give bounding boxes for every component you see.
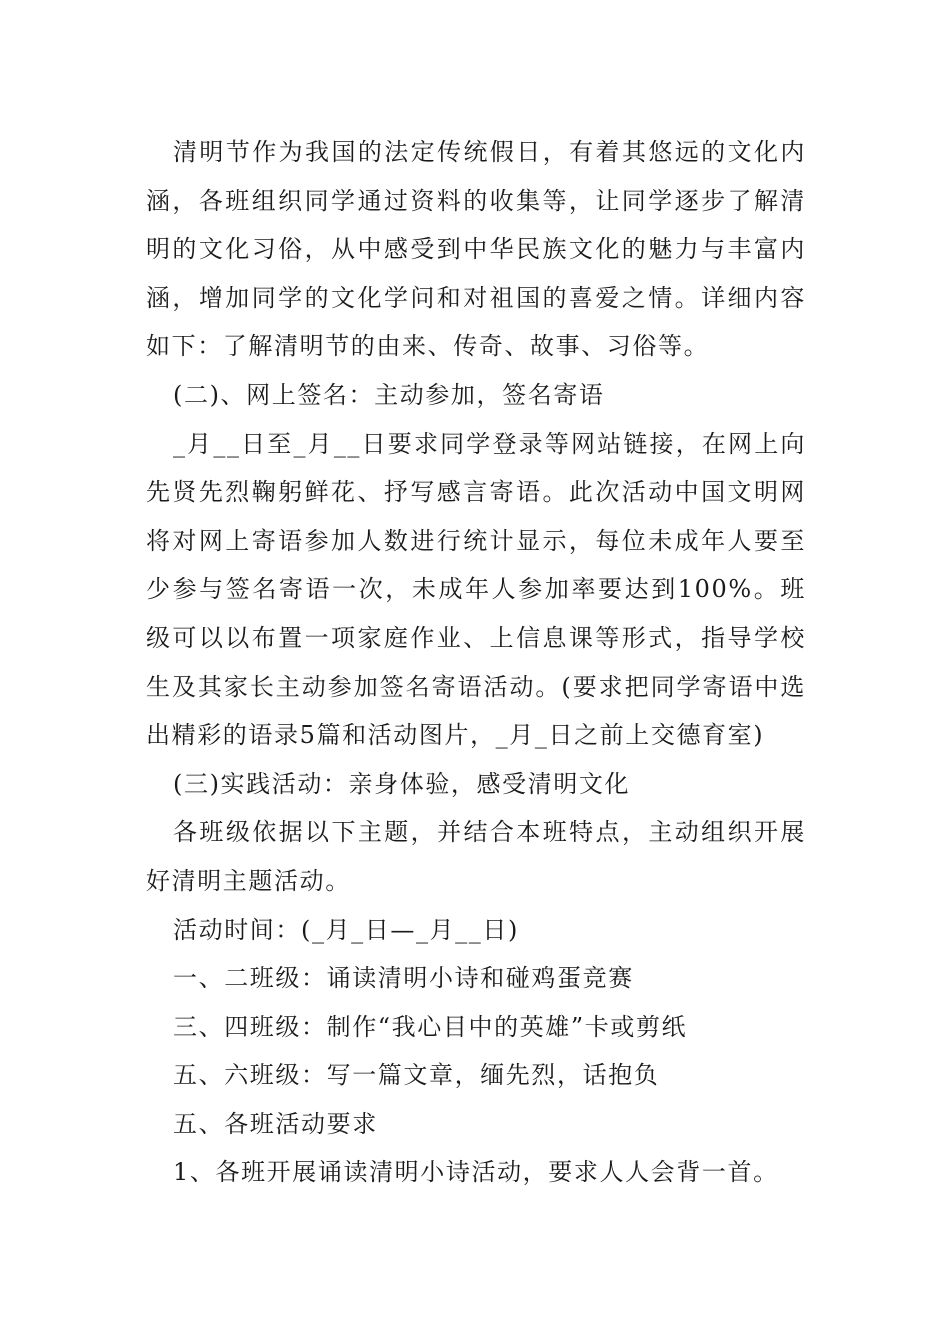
paragraph-online-signature: _月__日至_月__日要求同学登录等网站链接，在网上向先贤先烈鞠躬鲜花、抒写感言寄语。此次活动中国文明网将对网上寄语参加人数进行统计显示，每位未成年人要至少参与签名寄语一次，未成年人参加率要达到100%。班级可以以布置一项家庭作业、上信息课等形式，指导学校生及其家长主动参加签名寄语活动。(要求把同学寄语中选出精彩的语录5篇和活动图片，_月_日之前上交德育室)	[146, 429, 806, 750]
list-item-grades-3-4: 三、四班级：制作“我心目中的英雄”卡或剪纸	[173, 1012, 688, 1041]
section-heading-practice-activities: (三)实践活动：亲身体验，感受清明文化	[173, 769, 631, 798]
section-heading-online-signature: (二)、网上签名：主动参加，签名寄语	[173, 380, 605, 409]
section-heading-activity-requirements: 五、各班活动要求	[173, 1109, 378, 1138]
document-page	[146, 128, 806, 1197]
activity-time: 活动时间：(_月_日—_月__日)	[173, 915, 519, 944]
paragraph-practice-activities: 各班级依据以下主题，并结合本班特点，主动组织开展好清明主题活动。	[146, 818, 806, 895]
requirement-item-1: 1、各班开展诵读清明小诗活动，要求人人会背一首。	[173, 1158, 779, 1187]
paragraph-introduction: 清明节作为我国的法定传统假日，有着其悠远的文化内涵，各班组织同学通过资料的收集等，让同学逐步了解清明的文化习俗，从中感受到中华民族文化的魅力与丰富内涵，增加同学的文化学问和对祖国的喜爱之情。详细内容如下：了解清明节的由来、传奇、故事、习俗等。	[146, 138, 806, 361]
list-item-grades-1-2: 一、二班级：诵读清明小诗和碰鸡蛋竞赛	[173, 964, 634, 993]
list-item-grades-5-6: 五、六班级：写一篇文章，缅先烈，话抱负	[173, 1061, 660, 1090]
